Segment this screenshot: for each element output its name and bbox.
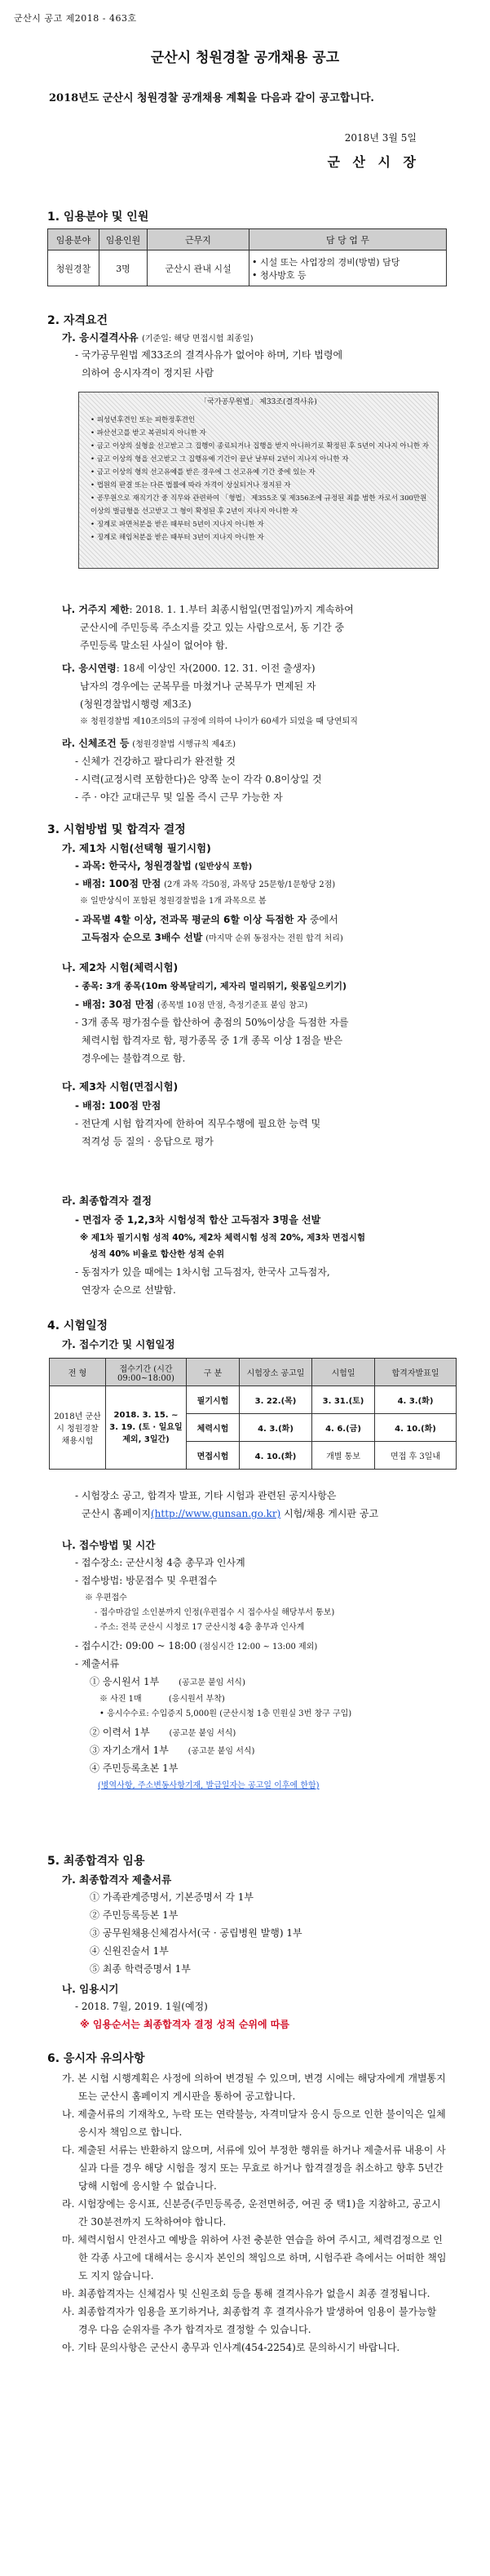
s4-na-docs-title: - 제출서류	[75, 1658, 120, 1669]
s2-na-label: 나. 거주지 제한	[62, 604, 130, 615]
section-2-heading: 2. 자격요건	[47, 314, 108, 327]
s2-ra-text-3: - 주 · 야간 교대근무 및 일몰 즉시 근무 가능한 자	[75, 791, 283, 803]
cell-type: 2018년 군산시 청원경찰 채용시험	[50, 1386, 106, 1470]
doc-note: (공고문 붙임 서식)	[169, 1729, 236, 1738]
box-item: • 금고 이상의 형을 선고받고 그 집행유예 기간이 끝난 날부터 2년이 지나지 아니한 자	[90, 455, 349, 463]
document-number: 군산시 공고 제2018 - 463호	[14, 13, 137, 24]
s3-na-text-4: 체력시험 합격자로 함, 평가종목 중 1개 종목 이상 1점을 받은	[82, 1035, 343, 1046]
s2-na-line-1	[62, 601, 354, 619]
s3-na-text-5: 경우에는 불합격으로 함.	[82, 1053, 186, 1064]
th-result: 합격자발표일	[375, 1359, 457, 1386]
th-place: 근무지	[148, 229, 249, 251]
cell-exam: 4. 6.(금)	[312, 1414, 375, 1442]
section-3-heading: 3. 시험방법 및 합격자 결정	[47, 823, 186, 836]
s2-ga-text-1: - 국가공무원법 제33조의 결격사유가 없어야 하며, 기타 법령에	[75, 349, 343, 361]
caution-item: 다. 제출된 서류는 반환하지 않으며, 서류에 있어 부정한 행위를 하거나 제출서류 내용이 사실과 다를 경우 해당 시험을 정지 또는 무효로 하거나 합격결정을 취소하고 향후 5년간 당해 시험에 응시할 수 없습니다.	[62, 2144, 446, 2192]
box-item: • 징계로 파면처분을 받은 때부터 5년이 지나지 아니한 자	[90, 521, 264, 529]
box-item: • 금고 이상의 형의 선고유예를 받은 경우에 그 선고유예 기간 중에 있는 자	[90, 468, 316, 477]
s2-ra-text-1: - 신체가 건강하고 팔다리가 완전할 것	[75, 756, 236, 767]
cell-notice: 4. 3.(화)	[240, 1414, 312, 1442]
th-duty: 담 당 업 무	[249, 229, 447, 251]
section-6-heading: 6. 응시자 유의사항	[47, 2052, 145, 2065]
cell-field: 청원경찰	[48, 251, 99, 286]
s2-ga-text-2: 의하여 응시자격이 정지된 사람	[82, 367, 214, 379]
s2-ga-title	[62, 330, 254, 344]
s4-na-title: 나. 접수방법 및 시간	[62, 1539, 156, 1551]
recruitment-table	[47, 228, 447, 286]
s3-da-score: - 배점: 100점 만점	[75, 1100, 161, 1111]
s5-na-red-note: ※ 임용순서는 최종합격자 결정 성적 순위에 따름	[80, 2019, 289, 2030]
box-item: • 금고 이상의 실형을 선고받고 그 집행이 종료되거나 집행을 받지 아니하기로 확정된 후 5년이 지나지 아니한 자	[90, 442, 429, 450]
s2-na-text-2: 군산시에 주민등록 주소지를 갖고 있는 사람으로서, 동 기간 중	[80, 622, 345, 633]
caution-item: 바. 최종합격자는 신체검사 및 신원조회 등을 통해 결격사유가 없을시 최종 결정됩니다.	[62, 2288, 430, 2299]
box-item: • 징계로 해임처분을 받은 때부터 3년이 지나지 아니한 자	[90, 534, 264, 542]
s3-ga-subjects: - 과목: 한국사, 청원경찰법	[75, 860, 192, 871]
doc-name: ※ 사진 1매	[99, 1695, 142, 1704]
s3-na-text-3: - 3개 종목 평가점수를 합산하여 총점의 50%이상을 득점한 자를	[75, 1017, 349, 1028]
s3-ga-subjects-note: (일반상식 포함)	[194, 862, 253, 871]
s2-da-line-1	[62, 659, 316, 677]
s3-da-text-3: 적격성 등 질의 · 응답으로 평가	[82, 1136, 214, 1147]
caution-item: 가. 본 시험 시행계획은 사정에 의하여 변경될 수 있으며, 변경 시에는 해당자에게 개별통지 또는 군산시 홈페이지 게시판을 통하여 공고합니다.	[62, 2073, 446, 2102]
s2-da-label: 다. 응시연령	[62, 663, 117, 674]
box-item: • 파산선고를 받고 복권되지 아니한 자	[90, 429, 206, 437]
cell-kind: 면접시험	[187, 1442, 240, 1470]
s3-da-text-2: - 전단계 시험 합격자에 한하여 직무수행에 필요한 능력 및	[75, 1118, 321, 1129]
homepage-board: 시험/채용 게시판 공고	[284, 1508, 379, 1519]
doc-fee: • 응시수수료: 수입증지 5,000원 (군산시청 1층 민원실 3번 창구 구입)	[99, 1709, 352, 1718]
s5-na-title: 나. 임용시기	[62, 1983, 119, 1995]
s4-na-method: - 접수방법: 방문접수 및 우편접수	[75, 1575, 218, 1586]
s2-ra-label: 라. 신체조건 등	[62, 738, 130, 749]
th-type: 전 형	[50, 1359, 106, 1386]
th-count: 임용인원	[99, 229, 148, 251]
s5-item: ⑤ 최종 학력증명서 1부	[90, 1963, 191, 1975]
caution-item: 나. 제출서류의 기재착오, 누락 또는 연락불능, 자격미달자 응시 등으로 인한 불이익은 일체 응시자 책임으로 합니다.	[62, 2108, 446, 2138]
doc-item-1	[90, 1673, 245, 1692]
schedule-table	[49, 1358, 457, 1470]
doc-item-3	[90, 1723, 236, 1743]
doc-item-5: ④ 주민등록초본 1부	[90, 1762, 179, 1774]
box-item: • 법원의 판결 또는 다른 법률에 따라 자격이 상실되거나 정지된 자	[90, 481, 291, 490]
s2-ga-label: 가. 응시결격사유	[62, 331, 139, 344]
s5-ga-title: 가. 최종합격자 제출서류	[62, 1873, 172, 1886]
s2-ra-text-2: - 시력(교정시력 포함한다)은 양쪽 눈이 각각 0.8이상일 것	[75, 774, 322, 785]
disqualification-box	[78, 392, 439, 569]
s4-after-2	[82, 1505, 378, 1523]
s5-na-text: - 2018. 7월, 2019. 1월(예정)	[75, 2001, 208, 2012]
cell-notice: 4. 10.(화)	[240, 1442, 312, 1470]
caution-item: 라. 시험장에는 응시표, 신분증(주민등록증, 운전면허증, 여권 중 택1)을 지참하고, 공고시간 30분전까지 도착하여야 합니다.	[62, 2198, 441, 2228]
caution-item: 아. 기타 문의사항은 군산시 총무과 인사계(454-2254)로 문의하시기 바랍니다.	[62, 2342, 400, 2353]
cell-exam: 개별 통보	[312, 1442, 375, 1470]
s2-da-text-3: (청원경찰법시행령 제3조)	[80, 698, 192, 710]
cell-kind: 필기시험	[187, 1386, 240, 1414]
s3-na-score-note: (종목별 10점 만점, 측정기준표 붙임 참고)	[157, 1001, 308, 1010]
s2-na-text-1: : 2018. 1. 1.부터 최종시험일(면접일)까지 계속하여	[129, 604, 354, 615]
box-list	[90, 414, 430, 544]
s4-na-mail: ※ 우편접수	[85, 1594, 127, 1603]
caution-item: 마. 체력시험시 안전사고 예방을 위하여 사전 충분한 연습을 하여 주시고, 체력검정으로 인한 각종 사고에 대해서는 응시자 본인의 책임으로 하며, 시험주관 측에서는 어떠한 책임도 지지 않습니다.	[62, 2234, 447, 2281]
cell-place: 군산시 관내 시설	[148, 251, 249, 286]
s4-ga-title: 가. 접수기간 및 시험일정	[62, 1338, 175, 1350]
s2-da-note: ※ 청원경찰법 제10조의5의 규정에 의하여 나이가 60세가 되었을 때 당연퇴직	[80, 717, 358, 726]
s3-ra-text-4: - 동점자가 있을 때에는 1차시험 고득점자, 한국사 고득점자,	[75, 1266, 330, 1278]
doc-name: ③ 자기소개서 1부	[90, 1745, 169, 1756]
duty-line-2: • 청사방호 등	[252, 269, 307, 281]
cell-result: 4. 10.(화)	[375, 1414, 457, 1442]
s3-ga-title: 가. 제1차 시험(선택형 필기시험)	[62, 842, 211, 854]
homepage-link[interactable]: (http://www.gunsan.go.kr)	[150, 1508, 281, 1519]
s4-na-time-range: - 접수시간: 09:00 ~ 18:00	[75, 1640, 196, 1652]
th-notice: 시험장소 공고일	[240, 1359, 312, 1386]
s3-ra-title: 라. 최종합격자 결정	[62, 1195, 152, 1207]
s2-ga-note: (기준일: 해당 면접시험 최종일)	[142, 335, 254, 344]
th-exam: 시험일	[312, 1359, 375, 1386]
th-field: 임용분야	[48, 229, 99, 251]
cell-exam: 3. 31.(토)	[312, 1386, 375, 1414]
s3-ra-text-5: 연장자 순으로 선발함.	[82, 1284, 176, 1296]
cell-result: 4. 3.(화)	[375, 1386, 457, 1414]
s2-na-text-3: 주민등록 말소된 사실이 없어야 함.	[80, 640, 228, 651]
cell-count: 3명	[99, 251, 148, 286]
issuing-authority: 군 산 시 장	[327, 154, 420, 170]
s4-after-1: - 시험장소 공고, 합격자 발표, 기타 시험과 관련된 공지사항은	[75, 1490, 337, 1501]
doc-name: ① 응시원서 1부	[90, 1676, 160, 1687]
s3-ga-criteria-tail: 중에서	[309, 914, 338, 925]
cell-kind: 체력시험	[187, 1414, 240, 1442]
box-title: 「국가공무원법」 제33조(결격사유)	[200, 398, 317, 406]
s3-ga-note: ※ 일반상식이 포함된 청원경찰법을 1개 과목으로 봄	[80, 897, 267, 906]
s3-ga-line-5	[82, 929, 343, 948]
s3-na-line-2	[75, 995, 307, 1015]
doc-resident-note: (병역사항, 주소변동사항기재, 발급일자는 공고일 이후에 한함)	[98, 1781, 320, 1790]
s3-ga-line-2	[75, 875, 335, 894]
caution-item: 사. 최종합격자가 임용을 포기하거나, 최종합격 후 결격사유가 발생하여 임용이 불가능할 경우 다음 순위자를 추가 합격자로 결정할 수 있습니다.	[62, 2306, 437, 2335]
s5-item: ③ 공무원채용신체검사서(국 · 공립병원 발행) 1부	[90, 1927, 302, 1939]
intro-text: 2018년도 군산시 청원경찰 공개채용 계획을 다음과 같이 공고합니다.	[49, 92, 374, 104]
s5-item: ② 주민등록등본 1부	[90, 1909, 179, 1921]
section-1-heading: 1. 임용분야 및 인원	[47, 211, 149, 224]
duty-line-1: • 시설 또는 사업장의 경비(방범) 담당	[252, 256, 400, 268]
page-title: 군산시 청원경찰 공개채용 공고	[150, 50, 340, 66]
s3-ga-score: - 배점: 100점 만점	[75, 878, 161, 889]
s3-na-title: 나. 제2차 시험(체력시험)	[62, 961, 179, 973]
cell-notice: 3. 22.(목)	[240, 1386, 312, 1414]
doc-note: (공고문 붙임 서식)	[188, 1747, 255, 1756]
s3-ga-line-1	[75, 857, 252, 876]
s2-ra-line	[62, 734, 236, 754]
doc-item-4	[90, 1741, 254, 1761]
cautions-list	[62, 2069, 448, 2357]
s3-ga-line-4	[75, 911, 338, 929]
s4-na-time-note: (점심시간 12:00 ~ 13:00 제외)	[199, 1643, 318, 1652]
box-item: • 피성년후견인 또는 피한정후견인	[90, 416, 196, 424]
section-5-heading: 5. 최종합격자 임용	[47, 1855, 145, 1868]
homepage-label: 군산시 홈페이지	[82, 1508, 151, 1519]
s3-ga-score-note: (2개 과목 각50점, 과목당 25문항/1문항당 2점)	[164, 880, 336, 889]
s2-ra-note: (청원경찰법 시행규칙 제4조)	[132, 740, 236, 749]
s3-ga-select-note: (마지막 순위 동점자는 전원 합격 처리)	[205, 934, 343, 943]
s4-na-time	[75, 1637, 317, 1656]
th-kind: 구 분	[187, 1359, 240, 1386]
s3-da-title: 다. 제3차 시험(면접시험)	[62, 1080, 179, 1093]
cell-period: 2018. 3. 15. ~ 3. 19. (토 · 일요일 제외, 3일간)	[106, 1386, 187, 1470]
s4-na-mail-address: - 주소: 전북 군산시 시청로 17 군산시청 4층 총무과 인사계	[95, 1623, 305, 1632]
s3-ra-text-3: 성적 40% 비율로 합산한 성적 순위	[90, 1249, 225, 1259]
cell-duty	[249, 251, 447, 286]
s4-na-place: - 접수장소: 군산시청 4층 총무과 인사계	[75, 1557, 245, 1568]
s3-ga-criteria: - 과목별 4할 이상, 전과목 평균의 6할 이상 득점한 자	[75, 914, 307, 925]
cell-result: 면접 후 3일내	[375, 1442, 457, 1470]
announcement-date: 2018년 3월 5일	[344, 132, 417, 144]
s5-item: ④ 신원진술서 1부	[90, 1945, 169, 1957]
s2-da-text-2: 남자의 경우에는 군복무를 마쳤거나 군복무가 면제된 자	[80, 681, 316, 692]
s4-na-mail-deadline: - 접수마감일 소인분까지 인정(우편접수 시 접수사실 해당부서 통보)	[95, 1608, 335, 1617]
s3-ga-select: 고득점자 순으로 3배수 선발	[82, 932, 203, 943]
s3-ra-text-2: ※ 제1차 필기시험 성적 40%, 제2차 체력시험 성적 20%, 제3차 면접시험	[80, 1233, 366, 1243]
doc-note: (공고문 붙임 서식)	[179, 1678, 245, 1687]
doc-name: ② 이력서 1부	[90, 1727, 150, 1738]
s2-da-text-1: : 18세 이상인 자(2000. 12. 31. 이전 출생자)	[116, 663, 316, 674]
s3-na-score: - 배점: 30점 만점	[75, 999, 154, 1010]
s3-na-events: - 종목: 3개 종목(10m 왕복달리기, 제자리 멀리뛰기, 윗몸일으키기)	[75, 981, 347, 991]
th-period: 접수기간 (시간 09:00~18:00)	[106, 1359, 187, 1386]
doc-note: (응시원서 부착)	[168, 1695, 225, 1704]
s3-ra-text-1: - 면접자 중 1,2,3차 시험성적 합산 고득점자 3명을 선발	[75, 1214, 321, 1226]
s5-item: ① 가족관계증명서, 기본증명서 각 1부	[90, 1891, 254, 1903]
section-4-heading: 4. 시험일정	[47, 1319, 108, 1332]
box-item: • 공무원으로 재직기간 중 직무와 관련하여 「형법」 제355조 및 제356조에 규정된 죄를 범한 자로서 300만원 이상의 벌금형을 선고받고 그 형이 확정된 후 2년이 지나지 아니한 자	[90, 494, 427, 516]
